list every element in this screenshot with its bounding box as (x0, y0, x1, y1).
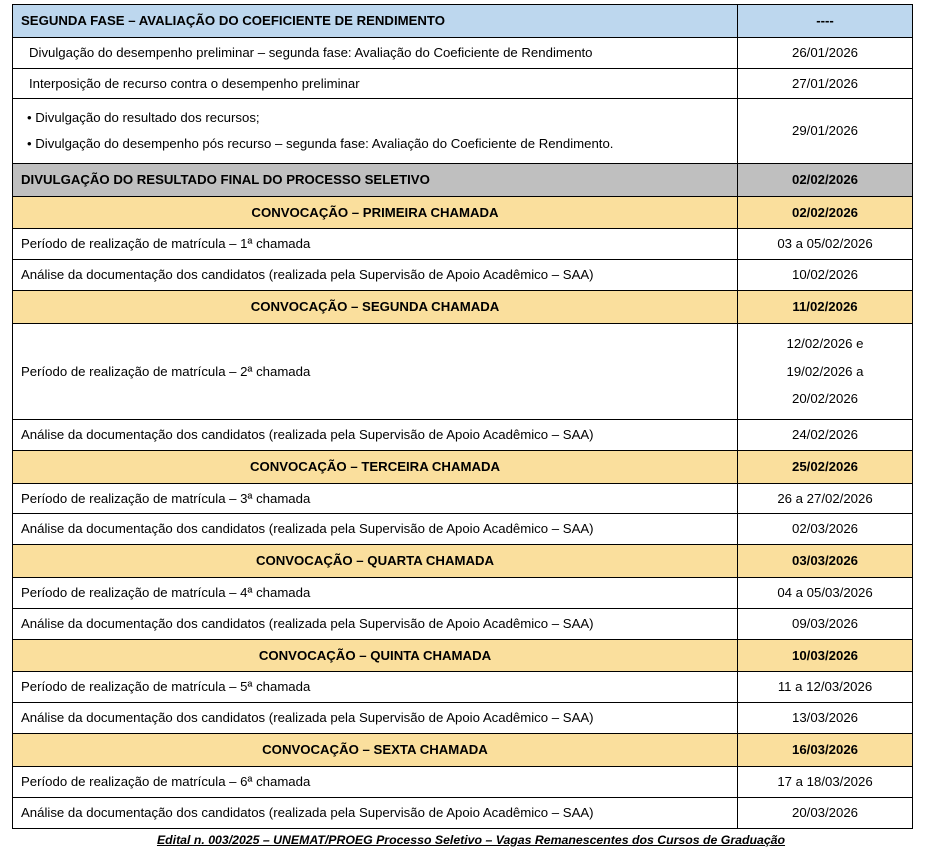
table-row (13, 672, 913, 703)
table-row (13, 514, 913, 545)
row-description-cell (13, 514, 738, 545)
row-description: DIVULGAÇÃO DO RESULTADO FINAL DO PROCESSO SELETIVO (21, 171, 430, 187)
row-description: Período de realização de matrícula – 6ª chamada (21, 773, 311, 789)
row-date-cell (738, 734, 913, 767)
row-date-cell (738, 290, 913, 323)
row-date-cell (738, 68, 913, 99)
row-date: 09/03/2026 (791, 615, 858, 631)
row-description: CONVOCAÇÃO – SEXTA CHAMADA (262, 742, 488, 758)
row-description: Análise da documentação dos candidatos (realizada pela Supervisão de Apoio Acadêmico – SAA) (21, 804, 594, 820)
row-date-cell (738, 483, 913, 514)
row-date-cell (738, 639, 913, 672)
bullet-item: • Divulgação do desempenho pós recurso – segunda fase: Avaliação do Coeficiente de Rendimento. (27, 135, 614, 151)
row-date-cell (738, 578, 913, 609)
row-date: 26 a 27/02/2026 (777, 490, 873, 506)
row-date: 02/03/2026 (791, 521, 858, 537)
row-description-cell (13, 99, 738, 163)
row-date-cell (738, 703, 913, 734)
row-description-cell (13, 672, 738, 703)
selection-process-schedule-table (12, 4, 913, 829)
row-description-cell (13, 734, 738, 767)
row-description-cell (13, 578, 738, 609)
row-description: Interposição de recurso contra o desempenho preliminar (29, 75, 360, 91)
row-date-cell (738, 99, 913, 163)
row-description: Período de realização de matrícula – 1ª chamada (21, 236, 311, 252)
row-date: 03/03/2026 (791, 553, 858, 569)
table-row (13, 797, 913, 828)
row-description-cell (13, 703, 738, 734)
date-line: 12/02/2026 e (786, 335, 864, 351)
row-date: ---- (816, 13, 834, 28)
row-date-cell (738, 450, 913, 483)
row-description-cell (13, 483, 738, 514)
table-row (13, 5, 913, 38)
row-description: Divulgação do desempenho preliminar – segunda fase: Avaliação do Coeficiente de Rendimento (29, 44, 593, 60)
row-date: 26/01/2026 (791, 44, 858, 60)
row-description-cell (13, 260, 738, 291)
row-description: Período de realização de matrícula – 4ª chamada (21, 585, 311, 600)
row-date: 11/02/2026 (792, 298, 858, 314)
table-row (13, 196, 913, 229)
row-date-cell (738, 260, 913, 291)
row-date: 02/02/2026 (791, 204, 858, 220)
date-line: 20/02/2026 (791, 391, 858, 407)
row-description: Análise da documentação dos candidatos (realizada pela Supervisão de Apoio Acadêmico – SAA) (21, 710, 594, 726)
row-description-cell (13, 229, 738, 260)
table-row (13, 450, 913, 483)
row-date-cell (738, 163, 913, 196)
row-date: 13/03/2026 (791, 710, 858, 726)
row-date: 02/02/2026 (791, 171, 858, 187)
row-description: CONVOCAÇÃO – TERCEIRA CHAMADA (249, 458, 501, 474)
row-date-cell (738, 797, 913, 828)
row-date-cell (738, 766, 913, 797)
row-description: Período de realização de matrícula – 5ª chamada (21, 679, 311, 695)
row-date-cell (738, 5, 913, 38)
row-description: CONVOCAÇÃO – QUINTA CHAMADA (258, 647, 492, 663)
table-row (13, 419, 913, 450)
row-description-cell (13, 608, 738, 639)
row-description: SEGUNDA FASE – AVALIAÇÃO DO COEFICIENTE DE RENDIMENTO (21, 13, 445, 28)
table-row (13, 290, 913, 323)
row-date-cell (738, 514, 913, 545)
row-date: 25/02/2026 (791, 458, 858, 474)
row-description: Análise da documentação dos candidatos (realizada pela Supervisão de Apoio Acadêmico – SAA) (21, 521, 594, 537)
row-description: CONVOCAÇÃO – SEGUNDA CHAMADA (250, 298, 500, 314)
row-description-cell (13, 290, 738, 323)
table-row (13, 163, 913, 196)
row-description-cell (13, 163, 738, 196)
row-description: Período de realização de matrícula – 3ª chamada (21, 490, 311, 506)
row-description-cell (13, 797, 738, 828)
schedule-table-body (13, 5, 913, 829)
row-description-bullets (13, 99, 737, 162)
table-row (13, 608, 913, 639)
row-date-cell (738, 608, 913, 639)
table-row (13, 229, 913, 260)
row-description-cell (13, 639, 738, 672)
row-description-cell (13, 419, 738, 450)
table-row (13, 68, 913, 99)
table-row (13, 323, 913, 419)
table-row (13, 37, 913, 68)
row-date-multiline (738, 324, 912, 419)
row-date-cell (738, 196, 913, 229)
table-row (13, 545, 913, 578)
row-description: Análise da documentação dos candidatos (realizada pela Supervisão de Apoio Acadêmico – SAA) (21, 426, 594, 442)
row-description: Período de realização de matrícula – 2ª chamada (21, 363, 311, 379)
row-description-cell (13, 5, 738, 38)
table-row (13, 734, 913, 767)
table-row (13, 639, 913, 672)
row-description: CONVOCAÇÃO – QUARTA CHAMADA (255, 553, 495, 569)
table-row (13, 483, 913, 514)
table-row (13, 260, 913, 291)
row-date: 04 a 05/03/2026 (777, 585, 873, 600)
row-description-cell (13, 545, 738, 578)
table-row (13, 766, 913, 797)
row-date-cell (738, 545, 913, 578)
row-description-cell (13, 323, 738, 419)
row-description: Análise da documentação dos candidatos (realizada pela Supervisão de Apoio Acadêmico – SAA) (21, 615, 594, 631)
row-date: 29/01/2026 (791, 123, 858, 139)
row-description-cell (13, 68, 738, 99)
row-date: 24/02/2026 (791, 426, 858, 442)
table-row (13, 703, 913, 734)
row-date: 27/01/2026 (791, 75, 858, 91)
row-date-cell (738, 37, 913, 68)
row-date: 16/03/2026 (791, 742, 858, 758)
row-description: Análise da documentação dos candidatos (realizada pela Supervisão de Apoio Acadêmico – SAA) (21, 267, 594, 283)
row-date: 11 a 12/03/2026 (777, 679, 873, 695)
row-date: 10/03/2026 (791, 647, 858, 663)
row-description-cell (13, 37, 738, 68)
table-row (13, 99, 913, 163)
row-date: 03 a 05/02/2026 (777, 236, 873, 252)
row-date-cell (738, 419, 913, 450)
row-date: 10/02/2026 (791, 267, 858, 283)
date-line: 19/02/2026 a (786, 363, 864, 379)
row-date-cell (738, 323, 913, 419)
row-date: 20/03/2026 (791, 804, 858, 820)
row-date-cell (738, 229, 913, 260)
row-description-cell (13, 196, 738, 229)
row-description-cell (13, 766, 738, 797)
row-date: 17 a 18/03/2026 (777, 773, 873, 789)
row-date-cell (738, 672, 913, 703)
document-footer-note: Edital n. 003/2025 – UNEMAT/PROEG Processo Seletivo – Vagas Remanescentes dos Cursos de Graduação (156, 832, 786, 847)
row-description-cell (13, 450, 738, 483)
row-description: CONVOCAÇÃO – PRIMEIRA CHAMADA (251, 204, 499, 220)
bullet-item: • Divulgação do resultado dos recursos; (27, 110, 260, 126)
table-row (13, 578, 913, 609)
